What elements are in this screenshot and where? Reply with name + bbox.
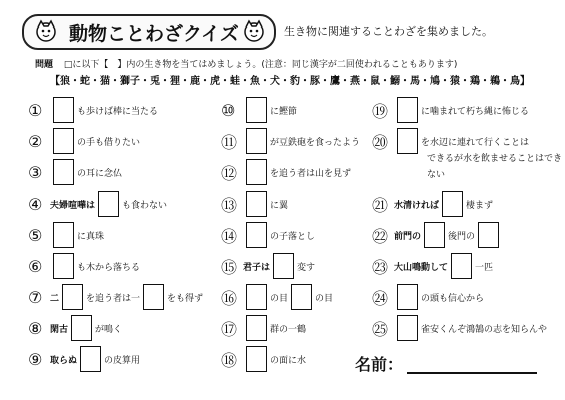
question-15 xyxy=(221,252,315,280)
question-8 xyxy=(28,314,122,342)
question-text: 群の一鶴 xyxy=(270,324,307,335)
question-25 xyxy=(372,314,547,342)
instructions xyxy=(35,57,457,70)
mascot-icon xyxy=(34,19,58,43)
question-13 xyxy=(221,190,288,218)
question-text: の子落とし xyxy=(270,231,316,242)
question-4 xyxy=(28,190,167,218)
answer-box[interactable] xyxy=(397,97,418,123)
question-number: ⑥ xyxy=(28,256,43,276)
question-22 xyxy=(372,221,502,249)
instructions-text: □に以下【 】内の生き物を当てはめましょう。(注意：同じ漢字が二回使われることもあります) xyxy=(63,60,458,70)
name-field xyxy=(355,352,537,375)
question-number: ⑲ xyxy=(372,101,389,121)
question-1 xyxy=(28,96,158,124)
answer-box[interactable] xyxy=(442,191,463,217)
answer-box[interactable] xyxy=(397,128,418,154)
answer-box[interactable] xyxy=(451,253,472,279)
question-text: 前門の xyxy=(394,231,422,242)
question-text: 棲まず xyxy=(466,200,494,211)
question-text: に噛まれて朽ち縄に怖じる xyxy=(421,106,530,117)
question-text: をも得ず xyxy=(167,293,204,304)
answer-box[interactable] xyxy=(98,191,119,217)
question-number: ㉒ xyxy=(372,226,389,246)
question-text: 変す xyxy=(297,262,316,273)
question-text: 大山鳴動して xyxy=(394,262,449,273)
name-label: 名前： xyxy=(355,355,404,374)
answer-box[interactable] xyxy=(53,97,74,123)
question-5 xyxy=(28,221,104,249)
question-text: 後門の xyxy=(448,231,476,242)
answer-box[interactable] xyxy=(246,222,267,248)
question-17 xyxy=(221,314,306,342)
question-number: ③ xyxy=(28,162,43,182)
question-number: ⑤ xyxy=(28,225,43,245)
question-number: ① xyxy=(28,100,43,120)
title-bar xyxy=(22,14,562,48)
question-11 xyxy=(221,127,360,155)
question-text: の目 xyxy=(270,293,289,304)
question-number: ② xyxy=(28,131,43,151)
answer-box[interactable] xyxy=(80,346,101,372)
question-text: も木から落ちる xyxy=(77,262,141,273)
question-text: 夫婦喧嘩は xyxy=(50,200,96,211)
answer-box[interactable] xyxy=(478,222,499,248)
question-text: の皮算用 xyxy=(104,355,141,366)
question-9 xyxy=(28,345,140,373)
answer-box[interactable] xyxy=(291,284,312,310)
question-14 xyxy=(221,221,315,249)
question-text: 君子は xyxy=(243,262,271,273)
question-text: も歩けば棒に当たる xyxy=(77,106,159,117)
question-number: ⑮ xyxy=(221,257,238,277)
question-number: ⑦ xyxy=(28,287,43,307)
answer-box[interactable] xyxy=(246,97,267,123)
question-text: が鳴く xyxy=(95,324,123,335)
question-text: を水辺に連れて行くことは xyxy=(421,137,530,148)
answer-box[interactable] xyxy=(62,284,83,310)
answer-box[interactable] xyxy=(397,284,418,310)
question-text: の手も借りたい xyxy=(77,137,141,148)
name-input-line[interactable] xyxy=(407,354,537,374)
question-text: も食わない xyxy=(122,200,168,211)
answer-box[interactable] xyxy=(246,159,267,185)
question-number: ⑫ xyxy=(221,163,238,183)
answer-box[interactable] xyxy=(246,315,267,341)
answer-box[interactable] xyxy=(397,315,418,341)
question-number: ⑬ xyxy=(221,195,238,215)
question-number: ⑩ xyxy=(221,100,236,120)
answer-box[interactable] xyxy=(53,159,74,185)
question-text: に翼 xyxy=(270,200,289,211)
question-7 xyxy=(28,283,203,311)
question-text: 雀安くんぞ鴻鵠の志を知らんや xyxy=(421,324,548,335)
instructions-label: 問題 xyxy=(35,60,54,70)
question-24 xyxy=(372,283,484,311)
page-title: 動物ことわざクイズ xyxy=(69,23,239,45)
question-21 xyxy=(372,190,493,218)
question-text: に鰹節 xyxy=(270,106,298,117)
question-3 xyxy=(28,158,122,186)
question-19 xyxy=(372,96,529,124)
animal-list: 【狼・蛇・猫・獅子・兎・狸・鹿・虎・蛙・魚・犬・豹・豚・鷹・燕・鼠・鰯・馬・鳩・猿・鶏・鵜・鳥】 xyxy=(50,76,530,87)
question-number: ⑳ xyxy=(372,132,389,152)
answer-box[interactable] xyxy=(53,253,74,279)
answer-box[interactable] xyxy=(53,128,74,154)
question-number: ⑪ xyxy=(221,132,238,152)
question-6 xyxy=(28,252,140,280)
question-23 xyxy=(372,252,493,280)
page-subtitle: 生き物に関連することわざを集めました。 xyxy=(284,25,493,38)
question-number: ㉕ xyxy=(372,319,389,339)
answer-box[interactable] xyxy=(273,253,294,279)
question-number: ⑨ xyxy=(28,349,43,369)
answer-box[interactable] xyxy=(246,346,267,372)
question-text: を追う者は一 xyxy=(86,293,141,304)
title-banner xyxy=(22,14,276,50)
question-number: ⑱ xyxy=(221,350,238,370)
question-number: ⑭ xyxy=(221,226,238,246)
question-16 xyxy=(221,283,333,311)
question-10 xyxy=(221,96,297,124)
question-text: 閑古 xyxy=(50,324,69,335)
question-text: 一匹 xyxy=(475,262,494,273)
answer-box[interactable] xyxy=(143,284,164,310)
question-18 xyxy=(221,345,306,373)
question-text: が豆鉄砲を食ったよう xyxy=(270,137,361,148)
question-12 xyxy=(221,158,351,186)
question-number: ⑯ xyxy=(221,288,238,308)
answer-box[interactable] xyxy=(424,222,445,248)
mascot-icon xyxy=(242,19,266,43)
question-text: 二 xyxy=(50,293,60,304)
question-2 xyxy=(28,127,140,155)
question-text: の面に水 xyxy=(270,355,307,366)
answer-box[interactable] xyxy=(53,222,74,248)
answer-box[interactable] xyxy=(246,128,267,154)
question-number: ⑧ xyxy=(28,318,43,338)
question-number: ⑰ xyxy=(221,319,238,339)
answer-box[interactable] xyxy=(246,191,267,217)
question-text: 水清ければ xyxy=(394,200,440,211)
question-number: ㉔ xyxy=(372,288,389,308)
question-number: ㉑ xyxy=(372,195,389,215)
question-text: の目 xyxy=(315,293,334,304)
question-text: 取らぬ xyxy=(50,355,78,366)
question-number: ④ xyxy=(28,194,43,214)
question-20-continuation: できるが水を飲ませることはできない xyxy=(427,154,563,180)
question-text: の頭も信心から xyxy=(421,293,485,304)
question-number: ㉓ xyxy=(372,257,389,277)
question-text: に真珠 xyxy=(77,231,105,242)
answer-box[interactable] xyxy=(71,315,92,341)
question-text: を追う者は山を見ず xyxy=(270,168,352,179)
answer-box[interactable] xyxy=(246,284,267,310)
question-text: の耳に念仏 xyxy=(77,168,123,179)
